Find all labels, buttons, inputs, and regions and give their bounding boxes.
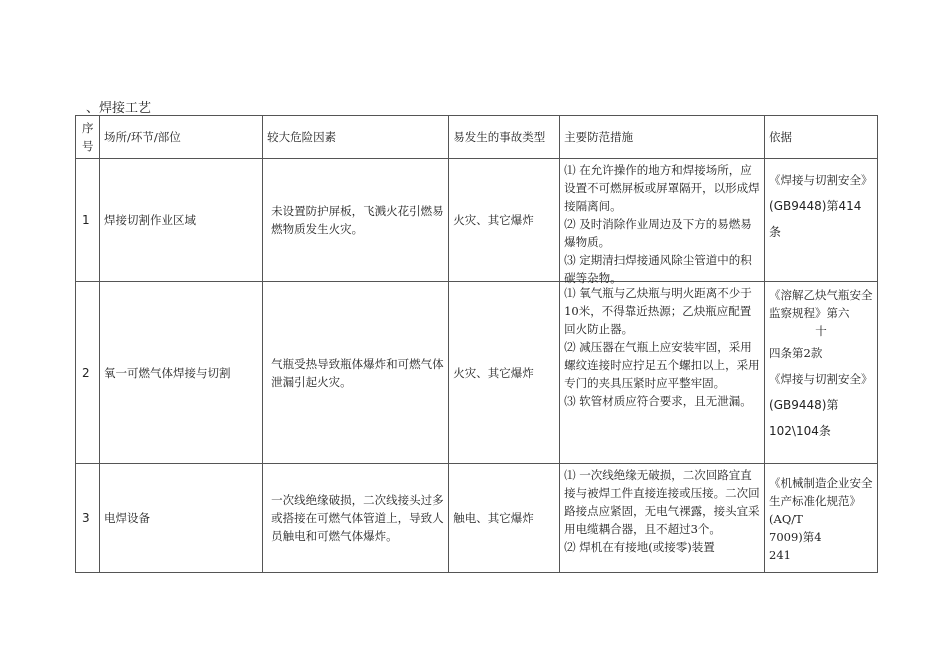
basis-line: 条 <box>769 225 782 239</box>
measure-item: ⑴ 一次线绝缘无破损，二次回路宜直接与被焊工件直接连接或压接。二次回路接点应紧固，无电气裸露，接头宜采用电缆耦合器，且不超过3个。 <box>564 468 760 536</box>
basis-line: 《机械制造企业安全生产标准化规范》(AQ/T <box>769 476 873 526</box>
measures-cell <box>560 282 765 464</box>
basis-line: 《焊接与切割安全》 <box>769 173 873 187</box>
measures-cell <box>560 464 765 573</box>
basis-cell <box>765 159 878 282</box>
place-cell: 电焊设备 <box>100 464 263 573</box>
basis-line: 102\104条 <box>769 424 831 438</box>
measure-item: ⑴ 氧气瓶与乙炔瓶与明火距离不少于10米，不得靠近热源；乙炔瓶应配置回火防止器。 <box>564 286 752 336</box>
table-header-row <box>76 116 878 159</box>
header-hazard: 较大危险因素 <box>263 116 449 159</box>
accident-cell: 触电、其它爆炸 <box>449 464 560 573</box>
measure-item: ⑵ 焊机在有接地(或接零)装置 <box>564 540 715 554</box>
basis-line: 《溶解乙炔气瓶安全监察规程》第六 <box>769 288 873 320</box>
section-title: 、焊接工艺 <box>86 101 152 116</box>
basis-cell <box>765 464 878 573</box>
accident-cell: 火灾、其它爆炸 <box>449 282 560 464</box>
measure-item: ⑶ 定期清扫焊接通风除尘管道中的积碳等杂物。 <box>564 253 752 285</box>
basis-line: (GB9448)第414 <box>769 199 862 213</box>
hazard-cell: 未设置防护屏板，飞溅火花引燃易燃物质发生火灾。 <box>263 159 449 282</box>
basis-line: 四条第2款 <box>769 346 823 360</box>
header-place: 场所/环节/部位 <box>100 116 263 159</box>
table-row <box>76 282 878 464</box>
table-row <box>76 464 878 573</box>
accident-cell: 火灾、其它爆炸 <box>449 159 560 282</box>
basis-line: 7009)第4 <box>769 530 822 544</box>
hazard-cell: 气瓶受热导致瓶体爆炸和可燃气体泄漏引起火灾。 <box>263 282 449 464</box>
row-number: 1 <box>76 159 100 282</box>
header-no: 序号 <box>76 116 100 159</box>
row-number: 3 <box>76 464 100 573</box>
hazard-cell: 一次线绝缘破损，二次线接头过多或搭接在可燃气体管道上，导致人员触电和可燃气体爆炸。 <box>263 464 449 573</box>
header-accident: 易发生的事故类型 <box>449 116 560 159</box>
row-number: 2 <box>76 282 100 464</box>
table-row <box>76 159 878 282</box>
hazard-table <box>75 115 878 573</box>
measure-item: ⑵ 减压器在气瓶上应安装牢固，采用螺纹连接时应拧足五个螺扣以上，采用专门的夹具压紧时应平整牢固。 <box>564 340 760 390</box>
basis-line: 十 <box>815 324 827 338</box>
basis-line: 241 <box>769 548 791 562</box>
basis-line: (GB9448)第 <box>769 398 839 412</box>
measures-cell <box>560 159 765 285</box>
header-basis: 依据 <box>765 116 878 159</box>
basis-line: 《焊接与切割安全》 <box>769 372 873 386</box>
place-cell: 焊接切割作业区域 <box>100 159 263 282</box>
place-cell: 氧一可燃气体焊接与切割 <box>100 282 263 464</box>
measure-item: ⑵ 及时消除作业周边及下方的易燃易爆物质。 <box>564 217 752 249</box>
header-measures: 主要防范措施 <box>560 116 765 159</box>
measure-item: ⑴ 在允许操作的地方和焊接场所，应设置不可燃屏板或屏罩隔开，以形成焊接隔离间。 <box>564 163 760 213</box>
measure-item: ⑶ 软管材质应符合要求，且无泄漏。 <box>564 394 752 408</box>
basis-cell <box>765 282 878 464</box>
